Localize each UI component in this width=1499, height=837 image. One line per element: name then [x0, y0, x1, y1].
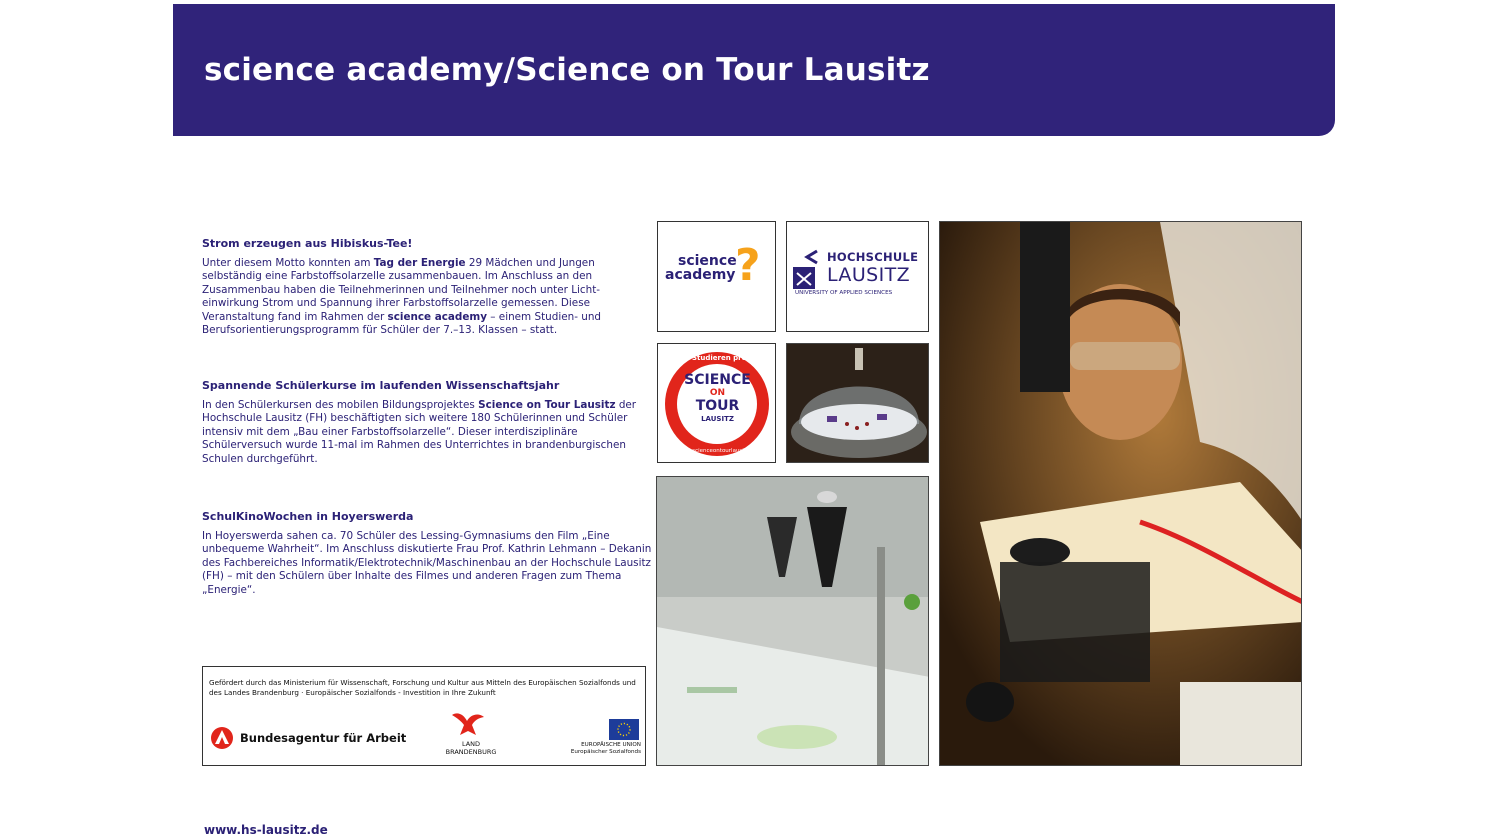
eu-label-line: Europäischer Sozialfonds: [570, 749, 641, 755]
question-mark-icon: ?: [735, 240, 761, 291]
section-title: Strom erzeugen aus Hibiskus-Tee!: [202, 237, 413, 250]
section-schulkino: [202, 510, 652, 597]
science-on-tour-line: TOUR: [695, 398, 740, 414]
text-bold: science academy: [387, 310, 487, 323]
science-on-tour-line: LAUSITZ: [701, 415, 734, 423]
funding-text: Gefördert durch das Ministerium für Wissenschaft, Forschung und Kultur aus Mitteln des Europäischen Sozialfonds und des Landes Brandenburg · Europäischer Sozialfonds - Investition in Ihre Zukunft: [209, 678, 636, 697]
science-on-tour-line: SCIENCE: [684, 372, 751, 388]
section-schuelerkurse: [202, 379, 652, 466]
science-on-tour-logo: [657, 343, 776, 463]
text-bold: Tag der Energie: [373, 257, 466, 269]
footer-url[interactable]: www.hs-lausitz.de: [204, 823, 328, 837]
bundesagentur-logo-icon: [210, 726, 234, 750]
text-run: der Hochschule Lausitz (FH) beschäftigten sich weitere 180 Schülerinnen und Schüler intensiv mit dem „Bau einer Farbstoffsolarzelle“. Dieser interdisziplinäre Schülerversuch wurde 11-mal im Rahmen des Unterrichtes in brandenburgischen Schulen durchgeführt.: [202, 399, 637, 465]
section-body: In Hoyerswerda sahen ca. 70 Schüler des Lessing-Gymnasiums den Film „Eine unbequeme Wahrheit“. Im Anschluss diskutierte Frau Prof. Kathrin Lehmann – Dekanin des Fachbereiches Informatik/Elektrotechnik/Maschinenbau an der Hochschule Lausitz (FH) – mit den Schülern über Inhalte des Filmes und anderen Fragen zum Thema „Energie“.: [202, 530, 652, 596]
text-bold: Science on Tour Lausitz: [478, 399, 616, 411]
science-on-tour-top: Studieren probieren!: [692, 354, 775, 362]
hochschule-line2: LAUSITZ: [827, 264, 911, 286]
lab-funnels-photo: [656, 476, 929, 766]
brandenburg-eagle-icon: [448, 709, 488, 739]
page-title: science academy/Science on Tour Lausitz: [204, 52, 930, 88]
bundesagentur-label: Bundesagentur für Arbeit: [240, 731, 407, 745]
science-academy-line: academy: [665, 267, 736, 283]
eu-flag-icon: [609, 719, 639, 740]
header-banner: [173, 4, 1335, 136]
hochschule-line3: UNIVERSITY OF APPLIED SCIENCES: [795, 290, 893, 296]
section-body: [202, 399, 652, 466]
eu-label: [561, 742, 641, 756]
science-academy-line: science: [678, 253, 737, 269]
science-academy-logo: [657, 221, 776, 332]
hochschule-lausitz-logo: [786, 221, 929, 332]
section-hibiskus: [202, 237, 652, 337]
funding-box: [202, 666, 646, 766]
science-academy-wordmark: [665, 254, 737, 282]
hochschule-emblem-icon: [793, 249, 821, 293]
science-on-tour-wordmark: [658, 374, 776, 426]
text-run: – einem Studien- und Berufsorientierungsprogramm für Schüler der 7.–13. Klassen – statt.: [202, 310, 602, 337]
bell-jar-photo: [786, 343, 929, 463]
brandenburg-label-line: BRANDENBURG: [445, 747, 497, 756]
eu-label-line: EUROPÄISCHE UNION: [581, 742, 641, 748]
text-run: 29 Mädchen und Jungen selbständig eine Farbstoffsolarzelle zusammenbauen. Im Anschluss an den Zusammenbau haben die Teilnehmerinnen und Teilnehmer noch unter Lichteinwirkung Strom und Spannung ihrer Farbstoffsolarzelle gemessen. Diese Veranstaltung fand im Rahmen der: [202, 257, 601, 323]
bell-jar-image: [787, 344, 929, 463]
science-on-tour-url: www.scienceontourlausitz.de: [677, 448, 758, 454]
section-title: Spannende Schülerkurse im laufenden Wissenschaftsjahr: [202, 379, 560, 392]
section-title: SchulKinoWochen in Hoyerswerda: [202, 510, 414, 523]
section-body: [202, 257, 652, 337]
brandenburg-label: [441, 741, 501, 756]
scientist-photo: [939, 221, 1302, 766]
brandenburg-label-line: LAND: [461, 740, 481, 748]
hochschule-line1: HOCHSCHULE: [827, 250, 919, 264]
scientist-image: [940, 222, 1302, 766]
science-on-tour-line: ON: [709, 388, 726, 398]
text-run: In den Schülerkursen des mobilen Bildungsprojektes: [202, 399, 479, 411]
text-run: Unter diesem Motto konnten am: [202, 257, 374, 269]
lab-funnels-image: [657, 477, 929, 766]
